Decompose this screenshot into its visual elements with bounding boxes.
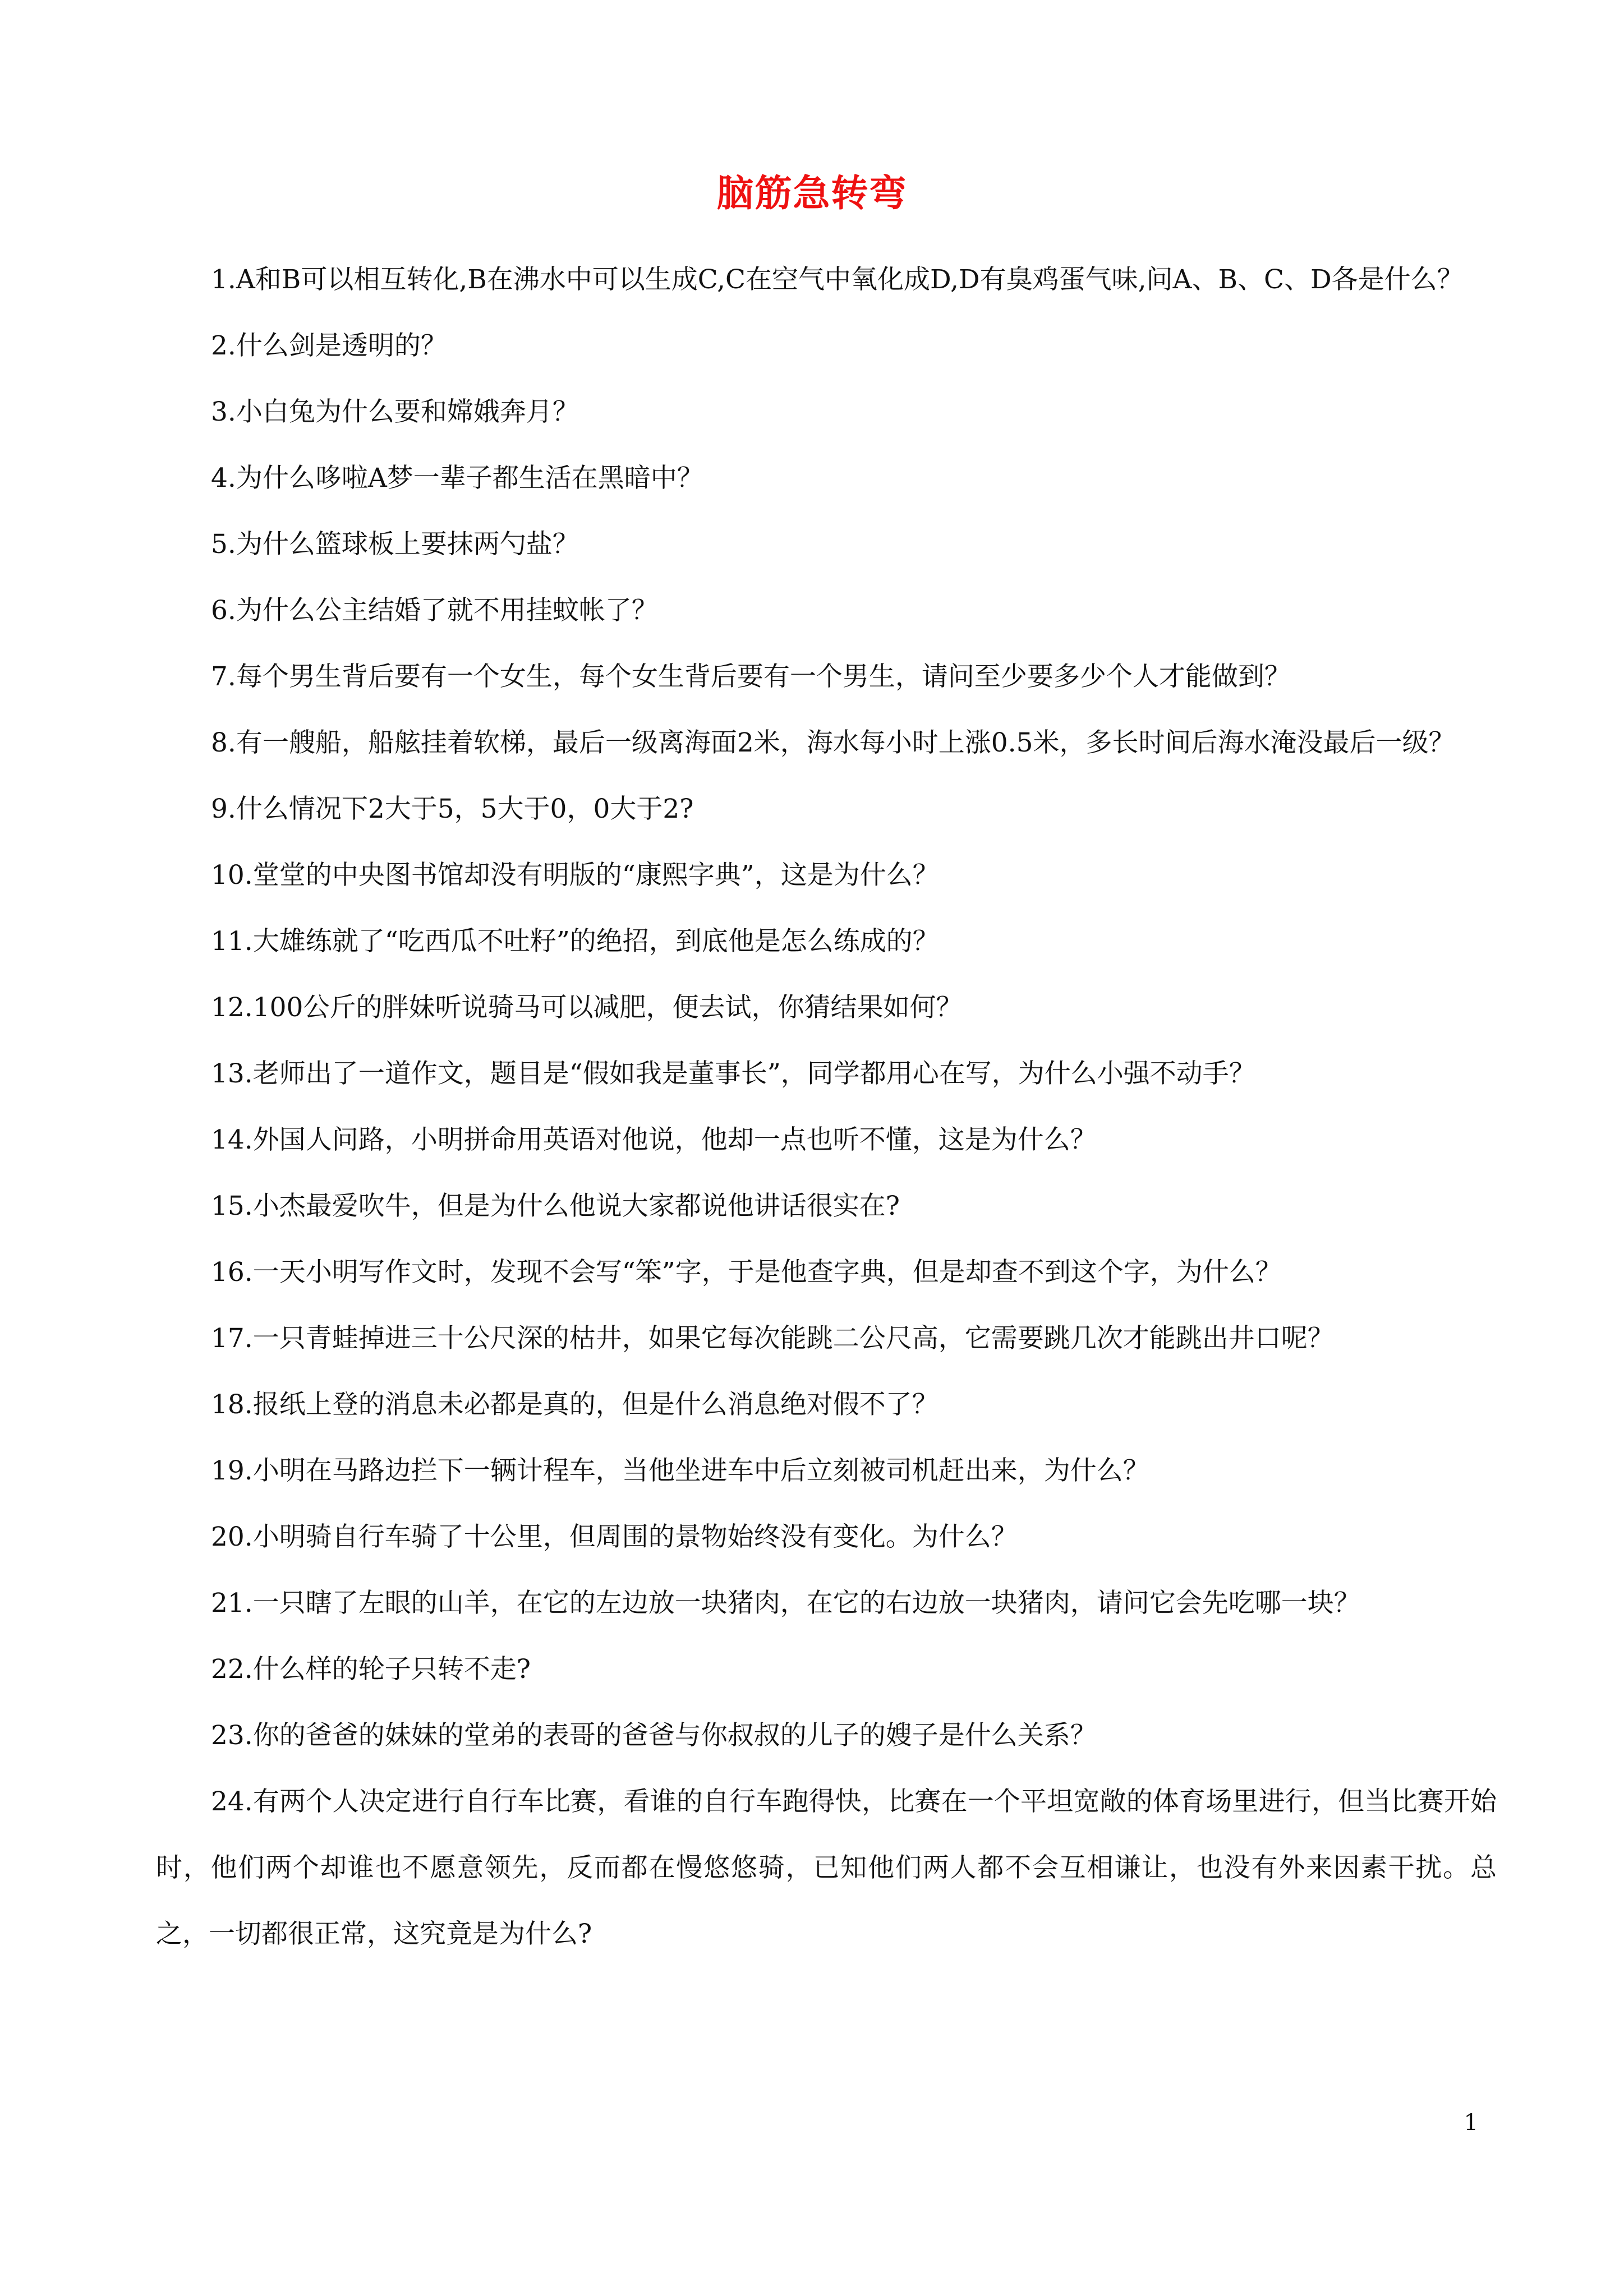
question-item: 1.A和B可以相互转化,B在沸水中可以生成C,C在空气中氧化成D,D有臭鸡蛋气味,问A、B、C、D各是什么？ [211, 264, 1464, 295]
question-item: 4.为什么哆啦A梦一辈子都生活在黑暗中？ [211, 463, 703, 494]
question-item: 16.一天小明写作文时，发现不会写“笨”字，于是他查字典，但是却查不到这个字，为什么？ [211, 1257, 1282, 1288]
question-item: 8.有一艘船，船舷挂着软梯，最后一级离海面2米，海水每小时上涨0.5米，多长时间后海水淹没最后一级？ [211, 727, 1455, 758]
question-item: 11.大雄练就了“吃西瓜不吐籽”的绝招，到底他是怎么练成的？ [211, 926, 939, 957]
question-item: 6.为什么公主结婚了就不用挂蚊帐了？ [211, 595, 658, 626]
question-item: 13.老师出了一道作文，题目是“假如我是董事长”，同学都用心在写，为什么小强不动手？ [211, 1058, 1255, 1089]
question-item: 15.小杰最爱吹牛，但是为什么他说大家都说他讲话很实在? [211, 1191, 900, 1221]
page-title: 脑筋急转弯 [716, 172, 908, 215]
question-item: 19.小明在马路边拦下一辆计程车，当他坐进车中后立刻被司机赶出来，为什么？ [211, 1455, 1149, 1486]
question-item: 12.100公斤的胖妹听说骑马可以减肥，便去试，你猜结果如何？ [211, 992, 963, 1023]
question-item: 2.什么剑是透明的？ [211, 330, 447, 361]
question-item: 9.什么情况下2大于5，5大于0，0大于2? [211, 794, 694, 824]
question-item: 24.有两个人决定进行自行车比赛，看谁的自行车跑得快，比赛在一个平坦宽敞的体育场里进行，但当比赛开始时，他们两个却谁也不愿意领先，反而都在慢悠悠骑，已知他们两人都不会互相谦让，也没有外来因素干扰。总之，一切都很正常，这究竟是为什么? [156, 1786, 1497, 1949]
question-item: 17.一只青蛙掉进三十公尺深的枯井，如果它每次能跳二公尺高，它需要跳几次才能跳出井口呢？ [211, 1323, 1334, 1354]
question-item: 3.小白兔为什么要和嫦娥奔月？ [211, 397, 579, 427]
question-item: 22.什么样的轮子只转不走? [211, 1654, 531, 1685]
question-list [156, 247, 1497, 1967]
question-item: 10.堂堂的中央图书馆却没有明版的“康熙字典”，这是为什么？ [211, 860, 939, 891]
question-item: 23.你的爸爸的妹妹的堂弟的表哥的爸爸与你叔叔的儿子的嫂子是什么关系？ [211, 1720, 1097, 1751]
question-item: 18.报纸上登的消息未必都是真的，但是什么消息绝对假不了？ [211, 1389, 938, 1420]
question-item: 5.为什么篮球板上要抹两勺盐？ [211, 529, 579, 560]
question-item: 14.外国人问路，小明拼命用英语对他说，他却一点也听不懂，这是为什么？ [211, 1124, 1097, 1155]
question-item: 7.每个男生背后要有一个女生，每个女生背后要有一个男生，请问至少要多少个人才能做到？ [211, 661, 1291, 692]
page-number: 1 [1464, 2110, 1478, 2136]
question-item: 21.一只瞎了左眼的山羊，在它的左边放一块猪肉，在它的右边放一块猪肉，请问它会先吃哪一块？ [211, 1588, 1360, 1619]
question-item: 20.小明骑自行车骑了十公里，但周围的景物始终没有变化。为什么？ [211, 1522, 1018, 1552]
